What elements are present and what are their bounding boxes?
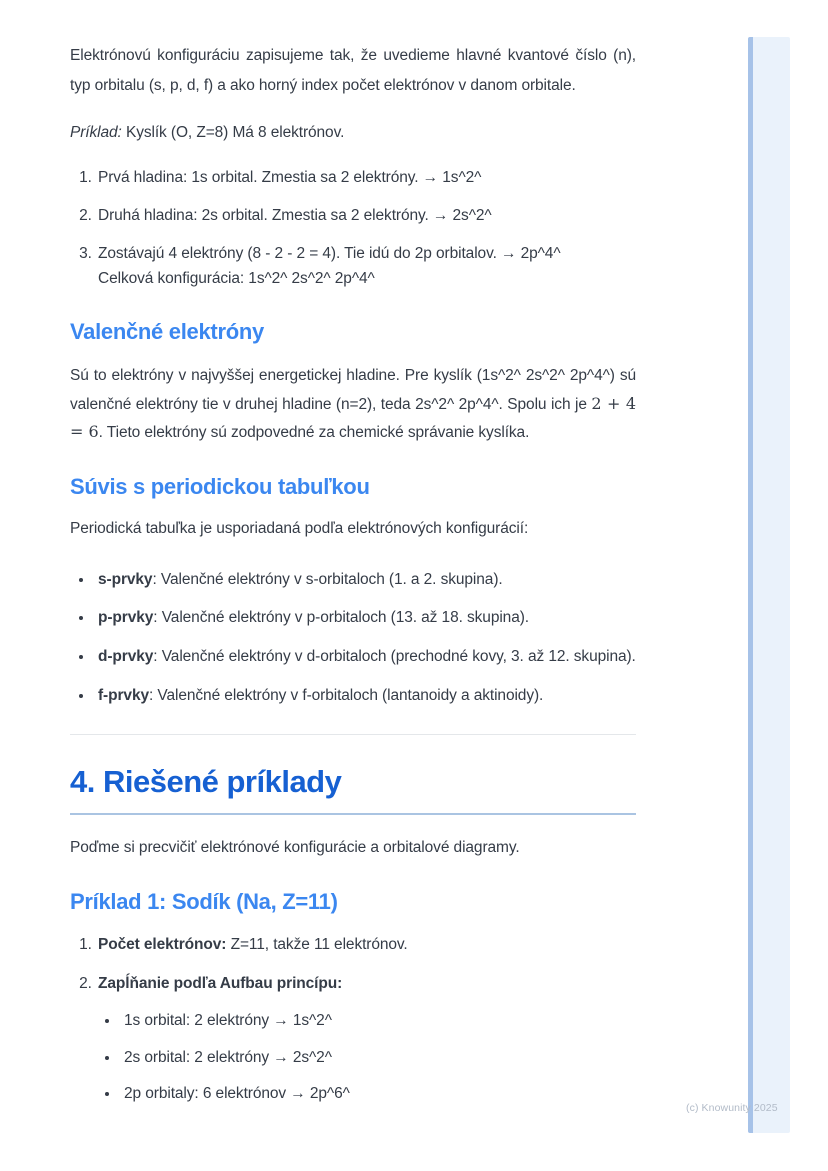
- step-text: Zostávajú 4 elektróny (8 - 2 - 2 = 4). Tie idú do 2p orbitalov. → 2p^4^: [98, 244, 561, 262]
- list-item: [94, 644, 636, 670]
- section-divider: [70, 734, 636, 735]
- list-item: [96, 203, 636, 229]
- oxygen-steps-list: [70, 165, 636, 292]
- list-item: [94, 683, 636, 709]
- bullet-desc: : Valenčné elektróny v d-orbitaloch (prechodné kovy, 3. až 12. skupina).: [153, 648, 636, 666]
- list-item: [96, 971, 636, 1107]
- math-expression: 2 + 4 = 6: [70, 393, 636, 442]
- step-extra: Celková konfigurácia: 1s^2^ 2s^2^ 2p^4^: [98, 270, 375, 288]
- list-item: [94, 567, 636, 593]
- step-text: Druhá hladina: 2s orbital. Zmestia sa 2 elektróny. → 2s^2^: [98, 207, 492, 225]
- step-bold: Zapĺňanie podľa Aufbau princípu:: [98, 975, 343, 993]
- step-rest: Z=11, takže 11 elektrónov.: [226, 936, 408, 954]
- periodic-bullet-list: [70, 567, 636, 709]
- page-edge-bar: [748, 37, 790, 1133]
- example1-heading: Príklad 1: Sodík (Na, Z=11): [70, 889, 338, 915]
- list-item: • 2p orbitaly: 6 elektrónov → 2p^6^: [120, 1081, 636, 1107]
- section-heading-periodic: Súvis s periodickou tabuľkou: [70, 473, 370, 499]
- bullet-term: s-prvky: [98, 570, 153, 588]
- document-content: [70, 41, 636, 1120]
- example1-steps-list: [70, 932, 636, 1107]
- solved-intro: Poďme si precvičiť elektrónové konfigurácie a orbitalové diagramy.: [70, 838, 520, 856]
- example-line: [70, 121, 636, 146]
- copyright-notice: (c) Knowunity 2025: [686, 1102, 778, 1114]
- valence-text-before: Sú to elektróny v najvyššej energetickej hladine. Pre kyslík (1s^2^ 2s^2^ 2p^4^) sú valenčné elektróny tie v druhej hladine (n=2), teda 2s^2^ 2p^4^. Spolu ich je: [70, 367, 636, 413]
- list-item: • 2s orbital: 2 elektróny → 2s^2^: [120, 1045, 636, 1071]
- example-label: Príklad:: [70, 123, 122, 141]
- intro-paragraph: Elektrónovú konfiguráciu zapisujeme tak, že uvedieme hlavné kvantové číslo (n), typ orbitalu (s, p, d, f) a ako horný index počet elektrónov v danom orbitale.: [70, 47, 636, 94]
- list-item: • 1s orbital: 2 elektróny → 1s^2^: [120, 1008, 636, 1034]
- bullet-desc: : Valenčné elektróny v f-orbitaloch (lantanoidy a aktinoidy).: [149, 686, 544, 704]
- step-text: Prvá hladina: 1s orbital. Zmestia sa 2 elektróny. → 1s^2^: [98, 169, 482, 187]
- periodic-intro: Periodická tabuľka je usporiadaná podľa elektrónových konfigurácií:: [70, 519, 529, 537]
- chapter-heading-solved-examples: 4. Riešené príklady: [70, 764, 636, 815]
- aufbau-sublist: [98, 1008, 636, 1107]
- step-bold: Počet elektrónov:: [98, 936, 227, 954]
- list-item: [96, 165, 636, 191]
- bullet-term: f-prvky: [98, 686, 149, 704]
- bullet-desc: : Valenčné elektróny v p-orbitaloch (13. až 18. skupina).: [153, 609, 529, 627]
- bullet-term: p-prvky: [98, 609, 154, 627]
- bullet-term: d-prvky: [98, 648, 154, 666]
- valence-paragraph: [70, 362, 636, 447]
- example-text: Kyslík (O, Z=8) Má 8 elektrónov.: [121, 123, 345, 141]
- list-item: [96, 241, 636, 292]
- section-heading-valence: Valenčné elektróny: [70, 319, 264, 345]
- list-item: [96, 932, 636, 958]
- valence-text-after: . Tieto elektróny sú zodpovedné za chemické správanie kyslíka.: [98, 424, 530, 442]
- bullet-desc: : Valenčné elektróny v s-orbitaloch (1. a 2. skupina).: [152, 570, 503, 588]
- list-item: [94, 605, 636, 631]
